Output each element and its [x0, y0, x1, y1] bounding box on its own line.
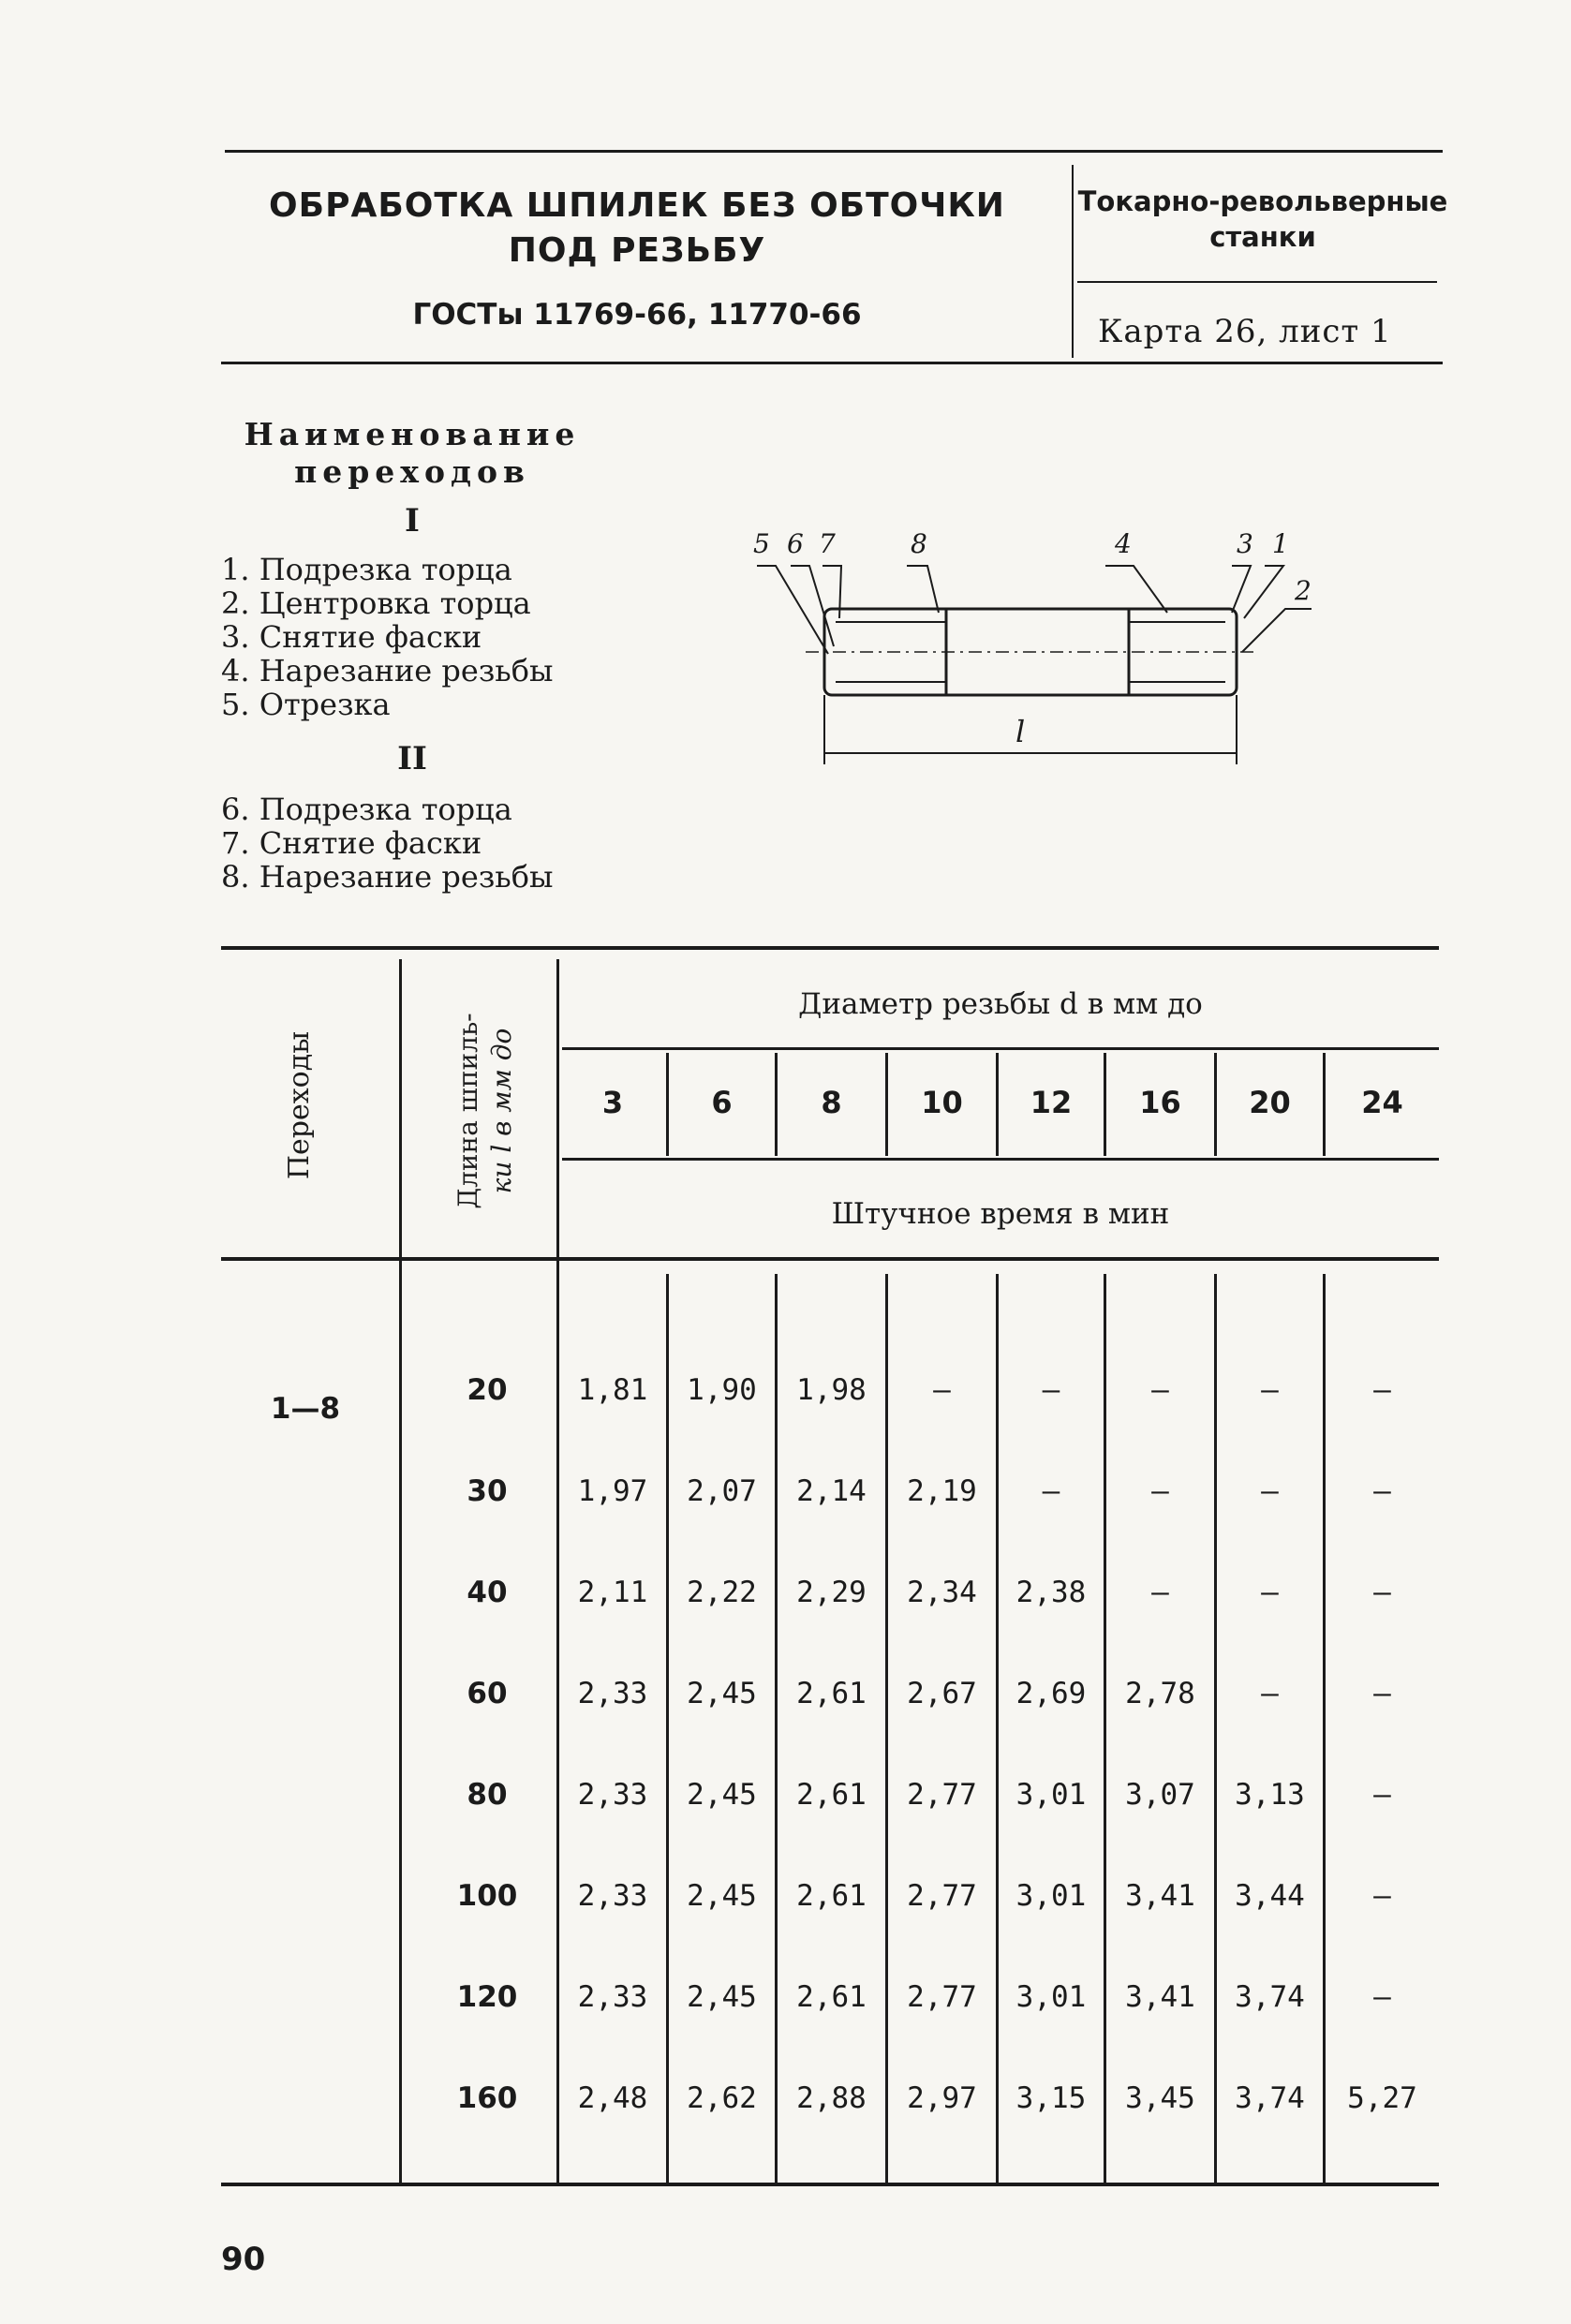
time-value: —: [1373, 1677, 1391, 1710]
time-value: 2,33: [577, 1879, 648, 1913]
operation-group-1: I: [405, 502, 420, 540]
machine-line-1: Токарно-револьверные: [1077, 185, 1448, 217]
time-value: 2,34: [907, 1576, 977, 1609]
time-value: 2,29: [796, 1576, 867, 1609]
time-value: 2,77: [907, 1778, 977, 1812]
gost-reference: ГОСТы 11769-66, 11770-66: [412, 298, 862, 332]
time-value: —: [1261, 1677, 1279, 1710]
time-value: 3,74: [1235, 2081, 1305, 2115]
diameter-value: 16: [1139, 1085, 1181, 1120]
time-value: 3,74: [1235, 1980, 1305, 2014]
time-value: 2,38: [1015, 1576, 1087, 1609]
body-divider-d20: [1214, 1274, 1217, 2183]
time-value: 2,67: [907, 1677, 977, 1710]
time-value: 2,61: [796, 1980, 867, 2014]
header-right-rule: [1077, 281, 1437, 283]
page-number: 90: [221, 2241, 266, 2278]
card-reference: Карта 26, лист 1: [1098, 313, 1392, 350]
dimension-label: l: [1015, 714, 1026, 749]
time-value: 2,88: [796, 2081, 867, 2115]
operations-heading-line-2: переходов: [294, 453, 530, 490]
diameter-value: 3: [601, 1085, 624, 1120]
table-header-bottom-rule: [221, 1257, 1439, 1261]
drawing-label: 1: [1272, 528, 1289, 559]
leader-5: [757, 566, 828, 654]
time-value: 2,33: [577, 1980, 648, 2014]
time-value: 2,19: [907, 1474, 977, 1508]
diameter-value: 6: [711, 1085, 733, 1120]
time-value: 3,41: [1125, 1980, 1195, 2014]
time-value: 2,97: [907, 2081, 977, 2115]
col-header-length-line-1: Длина шпиль-: [452, 1013, 483, 1209]
body-divider-d6: [666, 1274, 669, 2183]
time-value: 2,61: [796, 1879, 867, 1913]
document-title: [225, 184, 1049, 274]
operation-group-2: II: [397, 740, 427, 777]
time-value: 3,01: [1015, 1778, 1087, 1812]
body-divider-d16: [1104, 1274, 1106, 2183]
operation-item: 4. Нарезание резьбы: [221, 653, 554, 688]
time-value: 2,07: [687, 1474, 757, 1508]
time-value: 3,15: [1015, 2081, 1087, 2115]
length-value: 120: [456, 1980, 518, 2014]
diameter-value: 24: [1361, 1085, 1403, 1120]
time-value: —: [1373, 1576, 1391, 1609]
diameter-value: 12: [1030, 1085, 1073, 1120]
time-value: —: [933, 1373, 951, 1407]
operation-item: 1. Подрезка торца: [221, 552, 512, 587]
time-header-rule: [562, 1158, 1439, 1161]
drawing-label: 7: [819, 528, 836, 559]
length-value: 40: [467, 1576, 508, 1609]
time-value: 1,97: [577, 1474, 648, 1508]
time-value: —: [1042, 1373, 1060, 1407]
machine-line-2: станки: [1209, 221, 1316, 253]
time-value: 3,44: [1235, 1879, 1305, 1913]
time-value: 2,77: [907, 1879, 977, 1913]
time-value: 2,45: [687, 1677, 757, 1710]
time-value: 2,45: [687, 1879, 757, 1913]
body-divider-d8: [775, 1274, 778, 2183]
time-value: 2,45: [687, 1778, 757, 1812]
time-value: 2,77: [907, 1980, 977, 2014]
body-divider-d24: [1323, 1274, 1326, 2183]
machine-type: [1075, 184, 1450, 255]
time-value: —: [1373, 1474, 1391, 1508]
time-value: 3,01: [1015, 1879, 1087, 1913]
time-value: 5,27: [1347, 2081, 1417, 2115]
header-top-rule: [225, 150, 1443, 153]
drawing-label: 5: [753, 528, 770, 559]
diameter-value: 8: [821, 1085, 842, 1120]
diameter-value: 20: [1249, 1085, 1291, 1120]
time-value: 2,61: [796, 1778, 867, 1812]
time-value: 3,01: [1015, 1980, 1087, 2014]
time-value: —: [1373, 1879, 1391, 1913]
col-header-length: [452, 970, 523, 1251]
time-value: 2,78: [1125, 1677, 1195, 1710]
stud-drawing: [731, 506, 1349, 787]
transitions-value: 1—8: [270, 1392, 341, 1426]
time-value: —: [1151, 1373, 1169, 1407]
length-value: 80: [467, 1778, 508, 1812]
length-value: 20: [467, 1373, 508, 1407]
leader-6: [791, 566, 834, 646]
operation-item: 3. Снятие фаски: [221, 619, 482, 655]
length-value: 100: [456, 1879, 518, 1913]
leader-8: [907, 566, 939, 613]
time-value: 2,61: [796, 1677, 867, 1710]
leader-1: [1244, 566, 1283, 618]
length-value: 160: [456, 2081, 518, 2115]
diameter-value: 10: [921, 1085, 963, 1120]
time-value: 2,33: [577, 1677, 648, 1710]
operation-item: 7. Снятие фаски: [221, 825, 482, 861]
time-value: —: [1151, 1576, 1169, 1609]
drawing-label: 6: [787, 528, 804, 559]
time-value: —: [1151, 1474, 1169, 1508]
title-line-1: ОБРАБОТКА ШПИЛЕК БЕЗ ОБТОЧКИ: [269, 186, 1005, 225]
time-value: 2,69: [1015, 1677, 1087, 1710]
operation-item: 8. Нарезание резьбы: [221, 859, 554, 895]
time-value: 2,48: [577, 2081, 648, 2115]
header-divider: [1072, 165, 1074, 358]
time-value: 3,45: [1125, 2081, 1195, 2115]
drawing-label: 4: [1115, 528, 1132, 559]
time-value: 2,22: [687, 1576, 757, 1609]
drawing-label: 8: [911, 528, 927, 559]
time-value: —: [1261, 1373, 1279, 1407]
time-value: —: [1373, 1778, 1391, 1812]
operation-item: 2. Центровка торца: [221, 585, 531, 621]
col-header-length-line-2: ки l в мм до: [486, 1028, 517, 1194]
length-value: 30: [467, 1474, 508, 1508]
time-value: 2,45: [687, 1980, 757, 2014]
title-line-2: ПОД РЕЗЬБУ: [508, 231, 766, 270]
time-value: —: [1042, 1474, 1060, 1508]
table-top-rule: [221, 946, 1439, 950]
leader-2: [1242, 609, 1312, 652]
leader-4: [1105, 566, 1167, 613]
drawing-label: 3: [1237, 528, 1253, 559]
time-value: 3,13: [1235, 1778, 1305, 1812]
operation-item: 6. Подрезка торца: [221, 792, 512, 827]
body-divider-d10: [885, 1274, 888, 2183]
time-value: 2,33: [577, 1778, 648, 1812]
diameter-header: Диаметр резьбы d в мм до: [798, 987, 1203, 1021]
body-divider-d12: [996, 1274, 999, 2183]
col-header-transitions: Переходы: [283, 1030, 316, 1180]
time-value: —: [1261, 1474, 1279, 1508]
time-value: 1,81: [577, 1373, 648, 1407]
time-header: Штучное время в мин: [831, 1197, 1170, 1231]
time-value: 2,62: [687, 2081, 757, 2115]
drawing-label: 2: [1295, 575, 1312, 606]
table-bottom-rule: [221, 2183, 1439, 2186]
time-value: 3,07: [1125, 1778, 1195, 1812]
length-value: 60: [467, 1677, 508, 1710]
operation-item: 5. Отрезка: [221, 687, 391, 722]
col-divider-transitions: [399, 959, 402, 2183]
header-bottom-rule: [221, 362, 1443, 364]
leader-3: [1232, 566, 1251, 613]
time-value: —: [1261, 1576, 1279, 1609]
time-value: 1,90: [687, 1373, 757, 1407]
time-value: 3,41: [1125, 1879, 1195, 1913]
time-value: —: [1373, 1980, 1391, 2014]
time-value: 2,14: [796, 1474, 867, 1508]
diameter-header-rule: [562, 1047, 1439, 1050]
time-value: 1,98: [796, 1373, 867, 1407]
time-value: —: [1373, 1373, 1391, 1407]
operations-heading-line-1: Наименование: [244, 416, 581, 452]
operations-heading: [215, 416, 609, 491]
time-value: 2,11: [577, 1576, 648, 1609]
